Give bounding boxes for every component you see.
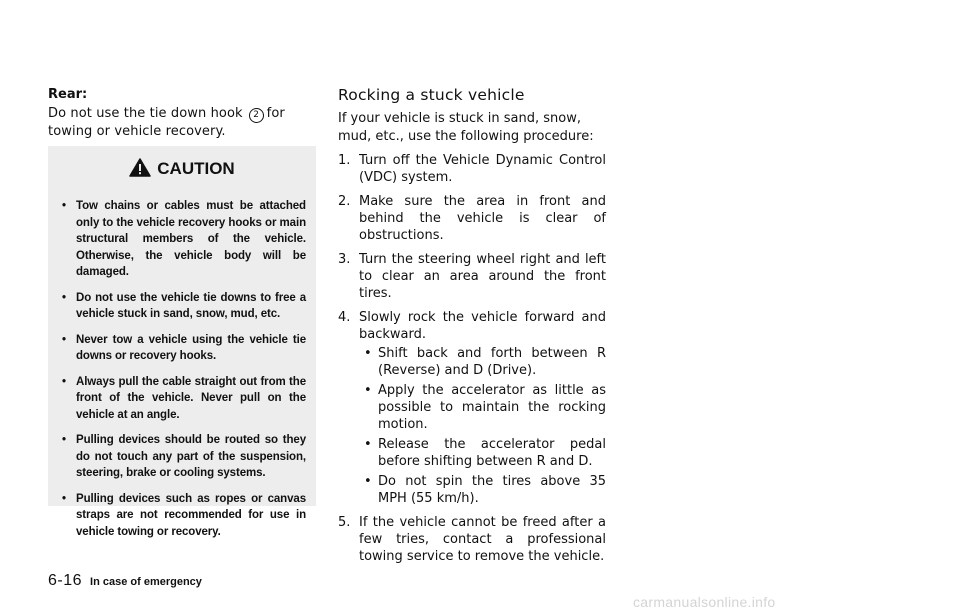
section-intro: If your vehicle is stuck in sand, snow, mud, etc., use the following procedure: [338, 111, 594, 144]
bullet-icon: • [62, 375, 66, 388]
caution-item-text: Tow chains or cables must be attached only to the vehicle recovery hooks or main structural members of the vehicle. Otherwise, the vehicle body will be damaged. [76, 200, 306, 278]
caution-item-text: Never tow a vehicle using the vehicle tie downs or recovery hooks. [76, 333, 306, 362]
section-title: Rocking a stuck vehicle [338, 86, 525, 104]
bullet-item [359, 345, 606, 379]
caution-list [62, 198, 306, 549]
step-item [338, 309, 606, 507]
step-number: 5. [338, 515, 351, 530]
step4-bullets [359, 345, 606, 507]
bullet-item [359, 473, 606, 507]
bullet-icon: • [364, 474, 372, 489]
step-item [338, 514, 606, 565]
caution-item-text: Do not use the vehicle tie downs to free a vehicle stuck in sand, snow, mud, etc. [76, 291, 306, 320]
step-number: 3. [338, 252, 351, 267]
bullet-icon: • [364, 383, 372, 398]
caution-item-text: Pulling devices should be routed so they do not touch any part of the suspension, steering, brake or cooling systems. [76, 434, 306, 479]
watermark: carmanualsonline.info [633, 594, 776, 610]
rear-instruction [48, 105, 316, 141]
bullet-icon: • [62, 434, 66, 446]
step-item [338, 152, 606, 186]
bullet-item [359, 382, 606, 433]
caution-item [62, 198, 306, 281]
caution-item [62, 374, 306, 424]
bullet-icon: • [364, 437, 372, 452]
step-text: If the vehicle cannot be freed after a few tries, contact a professional towing service to remove the vehicle. [359, 515, 606, 564]
page-number: 6-16 [48, 572, 83, 589]
caution-item-text: Pulling devices such as ropes or canvas straps are not recommended for use in vehicle towing or recovery. [76, 492, 306, 538]
step-text: Turn the steering wheel right and left to clear an area around the front tires. [359, 252, 606, 301]
caution-header [48, 158, 316, 179]
hook-number-badge: 2 [249, 108, 264, 123]
step-number: 2. [338, 194, 351, 209]
warning-triangle-icon [129, 158, 151, 177]
caution-item [62, 332, 306, 365]
procedure-steps [338, 152, 606, 565]
page-footer [48, 570, 202, 590]
bullet-text: Shift back and forth between R (Reverse) and D (Drive). [378, 346, 606, 378]
step-number: 4. [338, 310, 351, 325]
caution-title: CAUTION [157, 159, 235, 178]
bullet-item [359, 436, 606, 470]
bullet-text: Release the accelerator pedal before shifting between R and D. [378, 437, 606, 469]
step-text: Turn off the Vehicle Dynamic Control (VDC) system. [359, 153, 606, 185]
bullet-icon: • [364, 346, 372, 361]
bullet-text: Do not spin the tires above 35 MPH (55 km/h). [378, 474, 606, 506]
bullet-icon: • [62, 291, 66, 304]
caution-item [62, 432, 306, 482]
step-number: 1. [338, 153, 351, 168]
step-item [338, 193, 606, 244]
step-item [338, 251, 606, 302]
bullet-icon: • [62, 200, 66, 212]
section-label: In case of emergency [90, 576, 202, 588]
rear-text-after: for towing or vehicle recovery. [48, 106, 285, 139]
caution-item [62, 290, 306, 323]
step-text: Make sure the area in front and behind the vehicle is clear of obstructions. [359, 194, 606, 243]
caution-item [62, 491, 306, 541]
bullet-icon: • [62, 492, 66, 505]
step-text: Slowly rock the vehicle forward and backward. [359, 310, 606, 342]
bullet-icon: • [62, 333, 66, 346]
rear-heading: Rear: [48, 87, 88, 102]
caution-box [48, 146, 316, 538]
rear-text-before: Do not use the tie down hook [48, 106, 243, 121]
bullet-text: Apply the accelerator as little as possible to maintain the rocking motion. [378, 383, 606, 432]
caution-item-text: Always pull the cable straight out from the front of the vehicle. Never pull on the vehicle at an angle. [76, 375, 306, 421]
rocking-section [338, 86, 606, 572]
